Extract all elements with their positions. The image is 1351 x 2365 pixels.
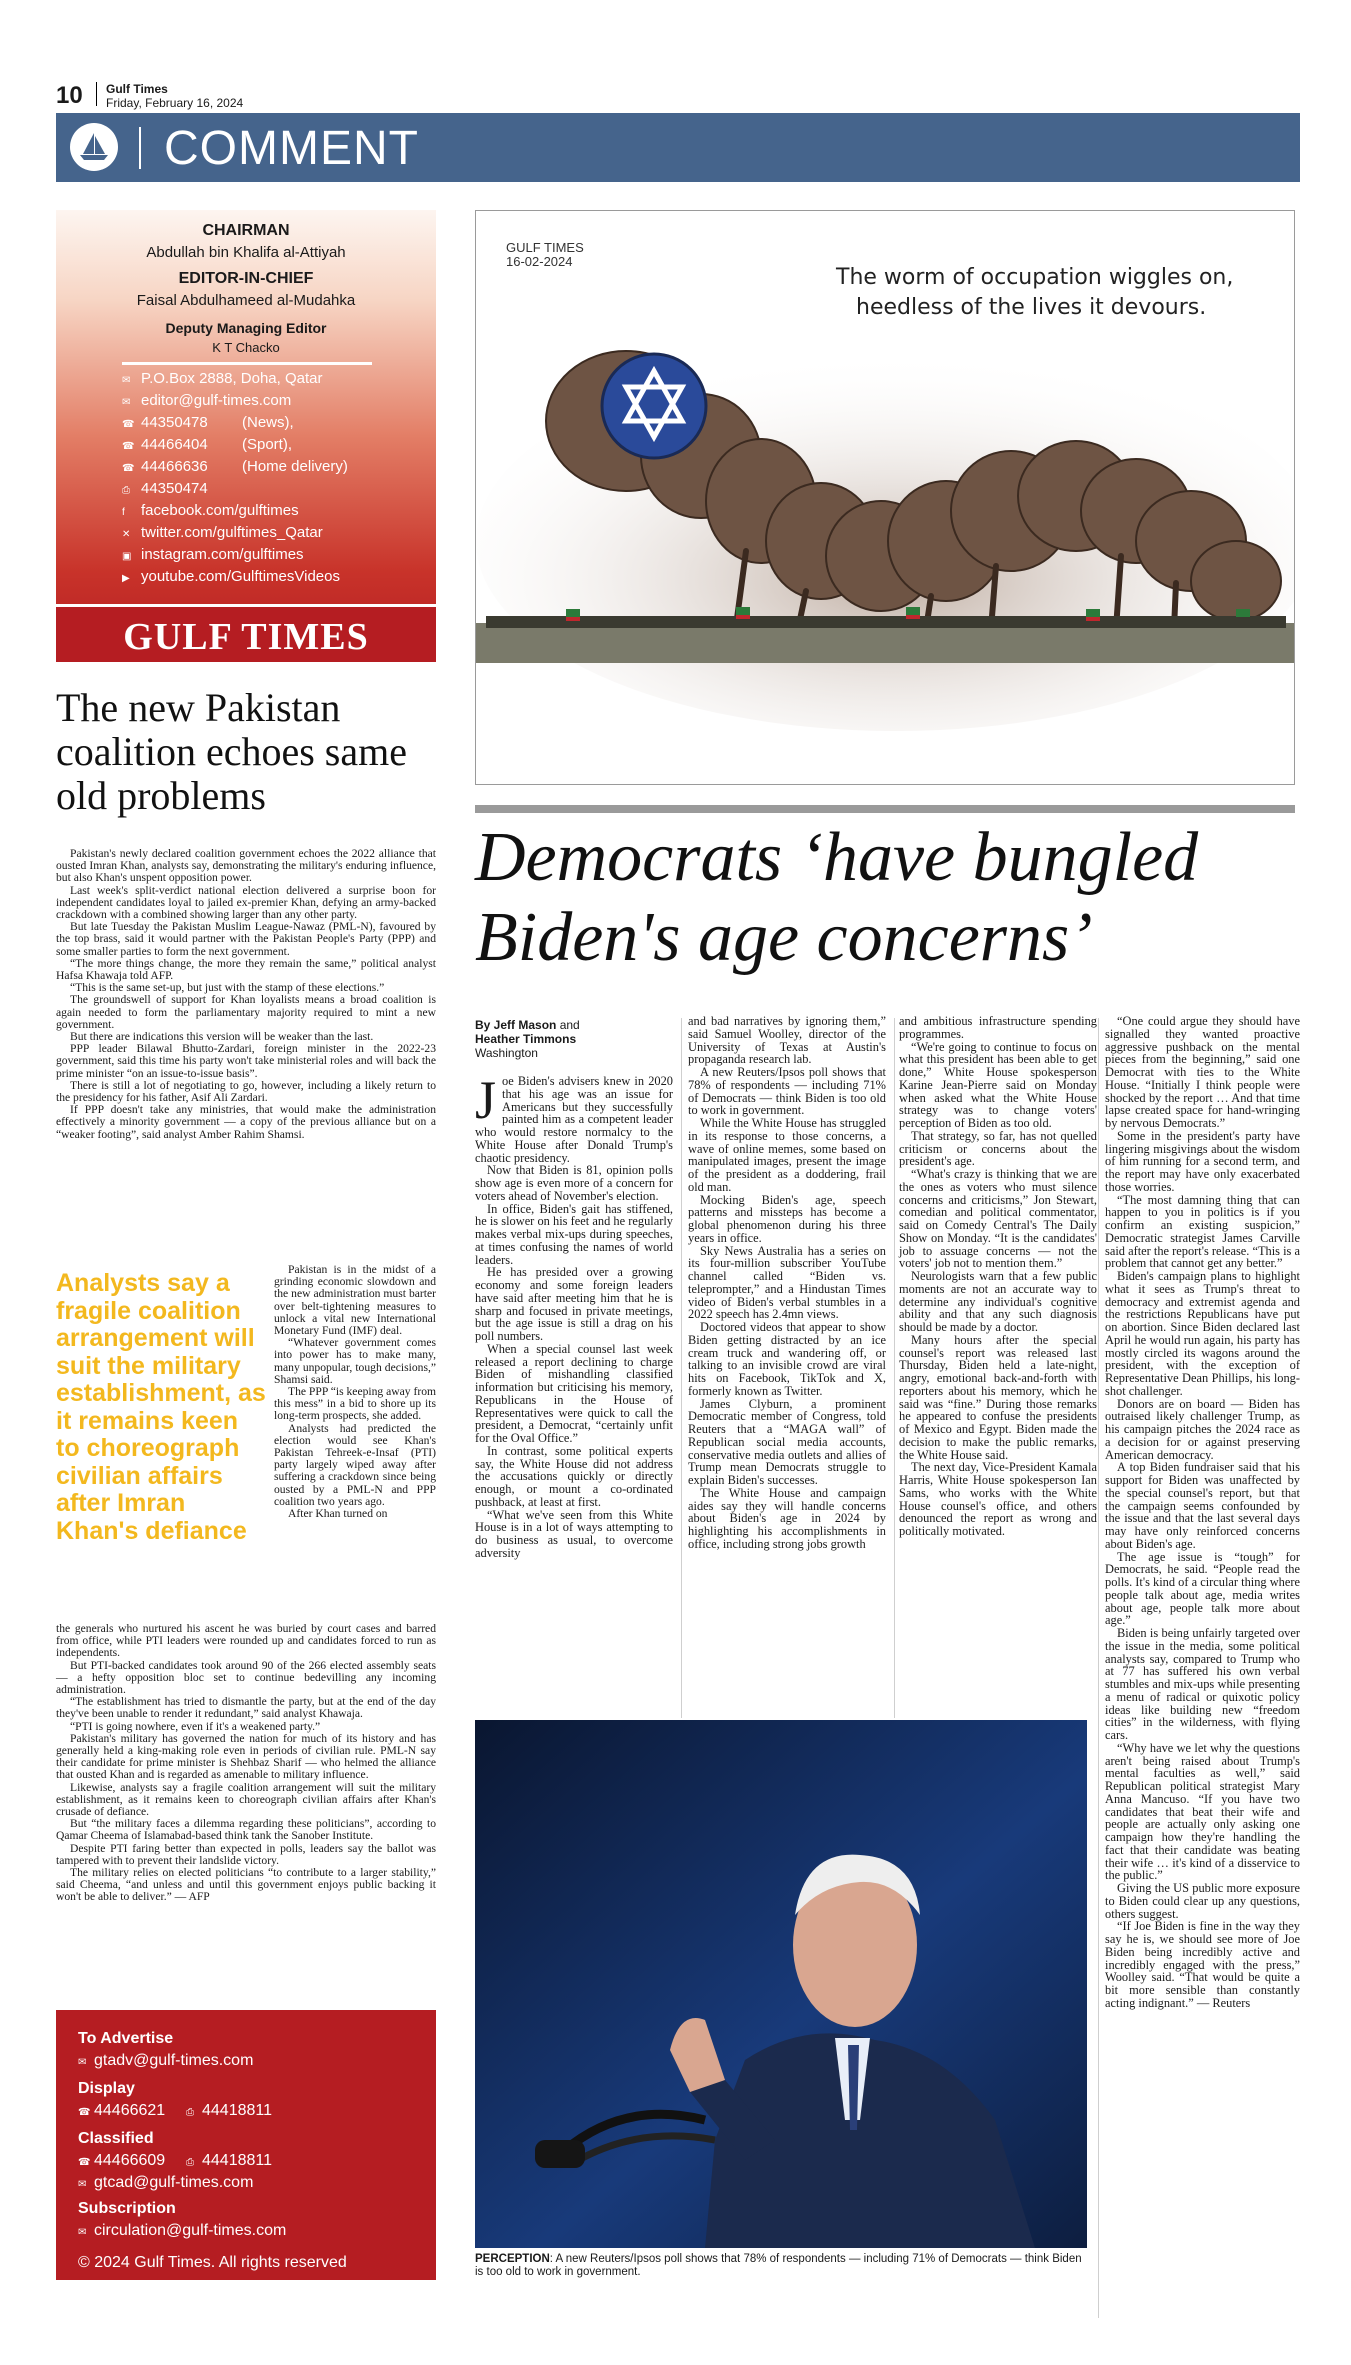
email-icon: ✉ [78,2227,87,2238]
paragraph: There is still a lot of negotiating to go, however, including a likely return to the presidency for his father, Asif Ali Zardari. [56,1078,436,1105]
logo-text: GULF TIMES [123,616,369,658]
paragraph: But late Tuesday the Pakistan Muslim League-Nawaz (PML-N), favoured by the top brass, said it would partner with the Pakistan People's Party (PPP) and some smaller parties to form the next government. [56,920,436,958]
deputy-name: K T Chacko [212,340,280,355]
pakistan-body-side [274,1264,436,1520]
masthead-divider [122,362,372,365]
contact-item: ✉ P.O.Box 2888, Doha, Qatar [122,370,323,387]
paragraph: Giving the US public more exposure to Biden could clear up any questions, others suggest. [1105,1881,1300,1921]
paragraph: Many hours after the special counsel's report was released last Thursday, Biden held a late-night, angry, emotional back-and-forth with reporters about his memory, which he said was “fine.” During those remarks he appeared to confuse the presidents of Mexico and Egypt. Biden made the decision to make the public remarks, the White House said. [899,1332,1097,1462]
phone-icon: ☎ [78,2157,91,2168]
paragraph: He has presided over a growing economy and some foreign leaders have said after meeting him that he is sharp and focused in private meetings, but the age issue is still a drag on his poll numbers. [475,1265,673,1343]
paragraph: Pakistan is in the midst of a grinding economic slowdown and the new administration must barter over belt-tightening measures to unlock a vital new International Monetary Fund (IMF) deal. [274,1263,436,1338]
banner-divider [139,127,141,169]
advertise-email: ✉ gtadv@gulf-times.com [78,2052,254,2069]
paragraph: But there are indications this version will be weaker than the last. [70,1030,374,1044]
byline: By Jeff Mason and Heather Timmons Washington [475,1018,675,1060]
caption-label: PERCEPTION [475,2253,550,2265]
paragraph: “The more things change, the more they remain the same,” political analyst Hafsa Khawaja told AFP. [56,956,436,983]
classified-email: ✉ gtcad@gulf-times.com [78,2174,254,2191]
pakistan-headline: The new Pakistan coalition echoes same old problems [56,685,407,818]
paragraph: “One could argue they should have signalled they wanted proactive aggressive pushback on the mental pieces from the beginning,” said one Democrat with ties to the White House. “Initially I think people were shocked by the report … And that time lapse created space for hand-wringing by nervous Democrats.” [1105,1014,1300,1130]
phone-icon: ☎ [122,463,135,474]
display-title: Display [78,2080,135,2097]
email-icon: ✉ [78,2057,87,2068]
paragraph: The military relies on elected politicians “to contribute to a larger stability,” said Cheema, “and unless and until this government enjoys public backing it won't be able to deliver.” — AFP [56,1866,436,1904]
paragraph: “We're going to continue to focus on what this president has been able to get done,” White House spokesperson Karine Jean-Pierre said on Monday when asked what the White House strategy was to change voters' perception of Biden as too old. [899,1039,1097,1130]
paragraph: Doctored videos that appear to show Biden getting distracted by an ice cream truck and wandering off, or talking to an invisible crowd are viral hits on Facebook, TikTok and X, formerly known as Twitter. [688,1320,886,1398]
biden-column-3 [899,1015,1097,1538]
classified-phones: ☎ 44466609 ⎙ 44418811 [78,2152,272,2169]
issue-date: Friday, February 16, 2024 [106,96,244,110]
to-advertise-title: To Advertise [78,2030,174,2047]
paragraph: “PTI is going nowhere, even if it's a weakened party.” [70,1719,321,1733]
copyright: © 2024 Gulf Times. All rights reserved [78,2254,347,2271]
fax-icon: ⎙ [122,485,130,496]
paragraph: “What's crazy is thinking that we are the ones as voters who must silence concerns and criticisms,” Jon Stewart, comedian and political commentator, said on Comedy Central's The Daily Show on Monday. “It is the candidates' job to assuage concerns — not the voters' job not to mention them.” [899,1167,1097,1271]
biden-column-1 [475,1070,673,1560]
editor-title: EDITOR-IN-CHIEF [178,270,314,287]
author-1: By Jeff Mason [475,1018,557,1032]
fax-icon: ⎙ [186,2157,194,2168]
paragraph: While the White House has struggled in its response to those concerns, a wave of online memes, some based on manipulated images, present the image of the president as a doddering, frail old man. [688,1116,886,1194]
paragraph: If PPP doesn't take any ministries, that would make the administration effectively a minority government — a copy of the previous alliance but on a “weaker footing”, said analyst Amber Rahim Shamsi. [56,1103,436,1141]
x-icon: ✕ [122,529,131,540]
contact-item: ☎ 44350478 (News), [122,414,294,431]
paragraph: PPP leader Bilawal Bhutto-Zardari, foreign minister in the 2022-23 government, said this time his party won't take ministerial roles and will back the prime minister “on an issue-to-issue basis”. [56,1042,436,1080]
paragraph: and ambitious infrastructure spending programmes. [899,1014,1097,1041]
paragraph: Neurologists warn that a few public moments are not an accurate way to determine any individual's cognitive ability and that any such diagnosis should be made by a doctor. [899,1269,1097,1334]
phone-icon: ☎ [122,441,135,452]
paragraph: “This is the same set-up, but just with the stamp of these elections.” [70,981,385,995]
paragraph: “The most damning thing that can happen to you in politics is if you confirm an existing suspicion,” Democratic strategist James Carville said after the report's release. “This is a problem that cannot get any better.” [1105,1192,1300,1271]
deputy-title: Deputy Managing Editor [165,320,327,336]
phone-icon: ☎ [78,2107,91,2118]
paragraph: That strategy, so far, has not quelled criticism or concerns about the president's age. [899,1128,1097,1169]
paragraph: Donors are on board — Biden has outraised likely challenger Trump, as his campaign pitches the 2024 race as a decision for or against preserving American democracy. [1105,1396,1300,1462]
paragraph: the generals who nurtured his ascent he was buried by court cases and barred from office, while PTI leaders were rounded up and candidates forced to run as independents. [56,1622,436,1660]
contact-item: ⎙ 44350474 [122,480,208,497]
paragraph: The White House and campaign aides say they will handle concerns about Biden's age in 2024 by highlighting his accomplishments in office, including strong jobs growth [688,1485,886,1551]
paragraph: After Khan turned on [288,1507,388,1521]
biden-photo [475,1720,1087,2248]
classified-title: Classified [78,2130,154,2147]
gulf-times-logo [56,604,436,662]
editor-name: Faisal Abdulhameed al-Mudahka [136,292,356,309]
contact-item: f facebook.com/gulftimes [122,502,299,519]
paragraph: The PPP “is keeping away from this mess” in a bid to shore up its long-term prospects, she added. [274,1385,437,1423]
paragraph: Biden's campaign plans to highlight what it sees as Trump's threat to democracy and extremist agenda and the restrictions Republicans have put on abortion. Since Biden declared last April he would run again, his party has mostly circled its wagons around the president, with the exception of Representative Dean Phillips, his long-shot challenger. [1105,1269,1300,1398]
section-label: COMMENT [164,122,419,175]
paragraph: When a special counsel last week released a report declining to charge Biden of mishandling classified information but criticising his memory, Republicans in the House of Representatives were quick to call the president, a Democrat, “certainly unfit for the Oval Office.” [475,1341,673,1445]
contact-item: ▶ youtube.com/GulftimesVideos [122,568,340,585]
paragraph: Biden is being unfairly targeted over the issue in the media, some political analysts say, compared to Trump who at 77 has suffered his own verbal stumbles and mix-ups while presenting a menu of radical or quixotic policy ideas like building new “freedom cities” in the wilderness, with flying cars. [1105,1626,1300,1742]
biden-column-4 [1105,1015,1300,2010]
email-icon: ✉ [78,2179,87,2190]
paragraph: “Why have we let why the questions aren't being raised about Trump's mental faculties as well,” said Republican political strategist Mary Anna Mancuso. “If you have two candidates that beat their wife and people are actually only asking one campaign how they're handling the fact that their candidate was beating their wife … it's kind of a disservice to the public.” [1105,1740,1300,1883]
paragraph: A new Reuters/Ipsos poll shows that 78% of respondents — including 71% of Democrats — think Biden is too old to work in government. [688,1065,886,1118]
mailbox-icon: ✉ [122,375,131,386]
chairman-name: Abdullah bin Khalifa al-Attiyah [146,244,346,261]
paragraph: Mocking Biden's age, speech patterns and missteps has become a global phenomenon during his three years in office. [688,1192,886,1245]
paragraph: The age issue is “tough” for Democrats, he said. “People read the polls. It's kind of a circular thing where people talk about age, media writes about age, people talk more about age.” [1105,1549,1300,1628]
subscription-title: Subscription [78,2200,176,2217]
biden-column-2 [688,1015,886,1551]
section-banner [56,113,1300,182]
paragraph: The groundswell of support for Khan loyalists means a broad coalition is again needed to form the parliamentary majority required to mint a new government. [56,993,436,1031]
page-folio [56,80,1300,110]
contact-item: ✕ twitter.com/gulftimes_Qatar [122,524,323,541]
advertise-box [56,2010,436,2280]
folio-divider [96,82,97,106]
instagram-icon: ▣ [122,551,132,562]
pakistan-pull-quote: Analysts say a fragile coalition arrangement will suit the military establishment, as it remains keen to choreograph civilian affairs after Imran Khan's defiance [56,1269,266,1545]
headline-rule [475,805,1295,813]
paragraph: “If Joe Biden is fine in the way they say he is, we should see more of Joe Biden being incredibly active and incredibly engaged with the press,” Woolley said. “That would be quite a bit more sensible than constantly acting indignant.” — Reuters [1105,1919,1300,2010]
caption-text: : A new Reuters/Ipsos poll shows that 78% of respondents — including 71% of Democrats — think Biden is too old to work in government. [475,2253,1082,2278]
pakistan-body-top [56,848,436,1141]
paragraph: James Clyburn, a prominent Democratic member of Congress, told Reuters that a “MAGA wall” of Republican social media accounts, conservative media outlets and allies of Trump mean Democrats struggle to explain Biden's successes. [688,1396,886,1487]
contact-item: ☎ 44466404 (Sport), [122,436,293,453]
cartoon-caption: The worm of occupation wiggles on, heedless of the lives it devours. [836,265,1234,320]
paragraph: Sky News Australia has a series on its four-million subscriber YouTube channel called “Biden vs. teleprompter,” and a Hindustan Times video of Biden's verbal stumbles in a 2022 speech has 2.4mn views. [688,1243,886,1322]
paragraph: A top Biden fundraiser said that his support for Biden was unaffected by the special counsel's report, but that the campaign seems confounded by the issue and that the last several days may have only reinforced concerns about Biden's age. [1105,1460,1300,1551]
contact-item: ▣ instagram.com/gulftimes [122,546,304,563]
paragraph: Likewise, analysts say a fragile coalition arrangement will suit the military establishment, as it remains keen to choreograph civilian affairs after Khan's crusade of defiance. [56,1780,436,1819]
paragraph: But “the military faces a dilemma regarding these politicians”, according to Qamar Cheema of Islamabad-based think tank the Sanober Institute. [56,1817,436,1843]
paragraph: In contrast, some political experts say, the White House did not address the accusations quickly or directly enough, or mount a co-ordinated pushback, at least at first. [475,1443,673,1509]
paragraph: and bad narratives by ignoring them,” said Samuel Woolley, director of the University of Texas at Austin's propaganda research lab. [688,1014,886,1067]
paragraph: In office, Biden's gait has stiffened, he is slower on his feet and he regularly makes verbal mix-ups during speeches, at times confusing the names of world leaders. [475,1201,673,1267]
contact-item: ✉ editor@gulf-times.com [122,392,292,409]
paragraph: Some in the president's party have lingering misgivings about the wisdom of him running for a second term, and the report may have only exacerbated those worries. [1105,1128,1300,1194]
publication-name: Gulf Times [106,82,168,96]
paragraph: “Whatever government comes into power has to make many, many unpopular, tough decisions,” Shamsi said. [274,1336,436,1386]
chairman-title: CHAIRMAN [202,222,290,239]
paragraph: The next day, Vice-President Kamala Harris, White House spokesperson Ian Sams, who works with the White House counsel's office, and others denounced the report as wrong and politically motivated. [899,1460,1097,1538]
masthead-box [56,210,436,662]
page-number: 10 [56,82,83,109]
paragraph: Analysts had predicted the election would see Khan's Pakistan Tehreek-e-Insaf (PTI) party largely wiped away after suffering a crackdown since being ousted by a PML-N and PPP coalition two years ago. [274,1421,436,1508]
paragraph: Joe Biden's advisers knew in 2020 that his age was an issue for Americans but they successfully painted him as a competent leader who would restore normalcy to the White House after Donald Trump's chaotic presidency. [475,1070,673,1165]
dateline: Washington [475,1046,538,1060]
youtube-icon: ▶ [122,573,130,584]
contact-item: ☎ 44466636 (Home delivery) [122,458,348,475]
cartoonist-signature: GULF TIMES 16-02-2024 [506,240,584,269]
column-rule [1098,1018,1099,2318]
biden-headline: Democrats ‘have bungled Biden's age concerns’ [475,819,1199,976]
photo-caption [475,2253,1087,2279]
column-rule [681,1018,682,1718]
paragraph: Despite PTI faring better than expected in polls, leaders say the ballot was tampered with to prevent their landslide victory. [56,1841,436,1867]
paragraph: Pakistan's military has governed the nation for much of its history and has generally held a king-making role even in periods of civilian rule. PML-N say their candidate for prime minister is Shehbaz Sharif — who helmed the alliance that ousted Khan and is regarded as amenable to military influence. [56,1731,436,1782]
subscription-email: ✉ circulation@gulf-times.com [78,2222,287,2239]
paragraph: “The establishment has tried to dismantle the party, but at the end of the day they've been unable to render it redundant,” said analyst Khawaja. [56,1695,436,1721]
paragraph: Last week's split-verdict national election delivered a surprise boon for independent candidates loyal to jailed ex-premier Khan, defying an army-backed crackdown with a combined showing larger than any other party. [56,883,436,922]
fax-icon: ⎙ [186,2107,194,2118]
facebook-icon: f [122,507,125,518]
editorial-cartoon [475,210,1295,785]
email-icon: ✉ [122,397,131,408]
phone-icon: ☎ [122,419,135,430]
drop-cap: J [475,1070,497,1130]
display-phones: ☎ 44466621 ⎙ 44418811 [78,2102,272,2119]
paragraph: “What we've seen from this White House is in a lot of ways attempting to do business as usual, to overcome adversity [475,1507,673,1560]
paragraph: Now that Biden is 81, opinion polls show age is even more of a concern for voters ahead of November's election. [475,1163,673,1203]
paragraph: Pakistan's newly declared coalition government echoes the 2022 alliance that ousted Imran Khan, analysts say, demonstrating the military's enduring influence, but also Khan's unspent opposition power. [56,847,436,885]
column-rule [894,1018,895,1718]
paragraph: But PTI-backed candidates took around 90 of the 266 elected assembly seats — a hefty opposition bloc set to continue bedevilling any incoming administration. [56,1658,436,1697]
author-2: Heather Timmons [475,1032,577,1046]
dhow-icon [70,123,118,171]
pakistan-body-bottom [56,1623,436,1904]
